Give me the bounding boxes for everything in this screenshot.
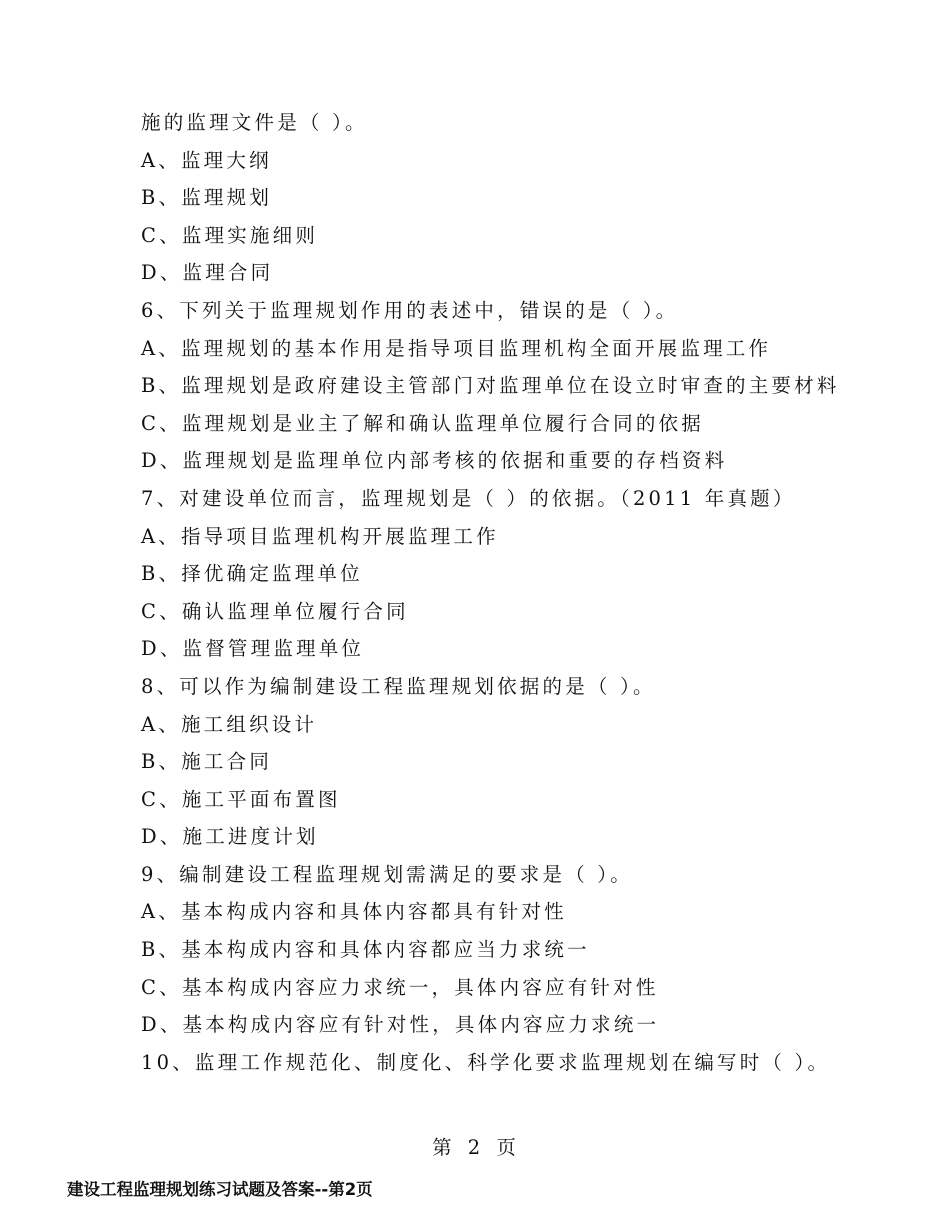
option-text: D、监理规划是监理单位内部考核的依据和重要的存档资料 xyxy=(141,449,728,473)
option-text: A、施工组织设计 xyxy=(141,712,318,736)
question-stem-continuation: 施的监理文件是（ ）。 xyxy=(141,111,368,134)
option-text: B、择优确定监理单位 xyxy=(141,562,363,586)
question-9: 9、编制建设工程监理规划需满足的要求是（ ）。 xyxy=(141,862,633,886)
option-text: B、监理规划是政府建设主管部门对监理单位在设立时审查的主要材料 xyxy=(141,374,840,398)
option-text: A、监理大纲 xyxy=(141,148,272,172)
option-text: B、基本构成内容和具体内容都应当力求统一 xyxy=(141,938,590,962)
document-footer-title: 建设工程监理规划练习试题及答案--第2页 xyxy=(67,1180,373,1199)
question-8: 8、可以作为编制建设工程监理规划依据的是（ ）。 xyxy=(141,674,656,698)
option-text: C、基本构成内容应力求统一，具体内容应有针对性 xyxy=(141,975,659,999)
option-text: D、施工进度计划 xyxy=(141,825,319,849)
option-text: B、施工合同 xyxy=(141,750,273,774)
option-text: C、监理实施细则 xyxy=(141,223,319,247)
question-7: 7、对建设单位而言，监理规划是（ ）的依据。（2011 年真题） xyxy=(141,486,796,510)
option-text: C、施工平面布置图 xyxy=(141,787,341,811)
option-text: A、基本构成内容和具体内容都具有针对性 xyxy=(141,900,567,924)
option-text: D、基本构成内容应有针对性，具体内容应力求统一 xyxy=(141,1013,660,1037)
document-body xyxy=(141,104,901,1081)
question-6: 6、下列关于监理规划作用的表述中，错误的是（ ）。 xyxy=(141,298,679,322)
option-text: D、监理合同 xyxy=(141,261,274,285)
question-10: 10、监理工作规范化、制度化、科学化要求监理规划在编写时（ ）。 xyxy=(141,1050,831,1074)
option-text: C、监理规划是业主了解和确认监理单位履行合同的依据 xyxy=(141,411,704,435)
option-text: A、指导项目监理机构开展监理工作 xyxy=(141,524,499,548)
option-text: D、监督管理监理单位 xyxy=(141,637,365,661)
option-text: A、监理规划的基本作用是指导项目监理机构全面开展监理工作 xyxy=(141,336,772,360)
page-number: 第 2 页 xyxy=(432,1136,518,1159)
option-text: B、监理规划 xyxy=(141,186,273,210)
option-text: C、确认监理单位履行合同 xyxy=(141,599,409,623)
